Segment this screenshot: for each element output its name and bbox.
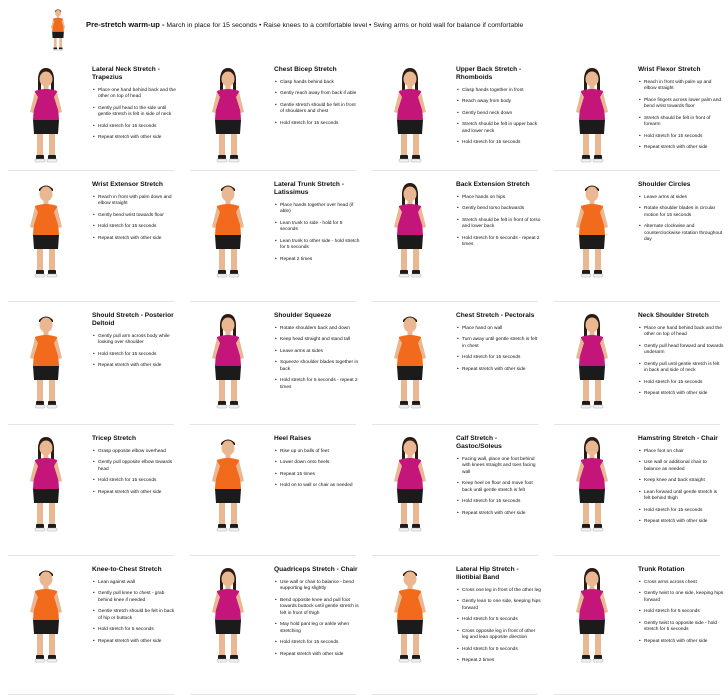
instruction-item: • Clasp hands together in front bbox=[462, 88, 542, 94]
instruction-item: • Repeat 2 times bbox=[462, 658, 542, 664]
stretch-instructions bbox=[274, 203, 360, 263]
stretch-instructions bbox=[92, 449, 178, 496]
instruction-item: • Gently bend neck down bbox=[462, 111, 542, 117]
instruction-item: • Gently pull head to the side until gentle stretch is felt in side of neck bbox=[98, 106, 178, 119]
warmup-separator: • bbox=[258, 22, 264, 29]
instruction-item: • Repeat stretch with other side bbox=[280, 652, 360, 658]
exercise-figure-man bbox=[552, 177, 632, 281]
instruction-item: • Lean against wall bbox=[98, 580, 178, 586]
stretch-title: Wrist Flexor Stretch bbox=[638, 66, 701, 73]
instruction-item: • Rotate shoulders back and down bbox=[280, 326, 360, 332]
exercise-figure-woman bbox=[370, 177, 450, 281]
instruction-item: • Leave arms at sides bbox=[644, 195, 724, 201]
instruction-item: • Hold stretch for 15 seconds bbox=[98, 352, 178, 358]
stretch-title: Wrist Extensor Stretch bbox=[92, 181, 163, 188]
instruction-item: • Hold stretch for 5 seconds - repeat 2 times bbox=[280, 378, 360, 391]
instruction-item: • Lean forward until gentle stretch is felt behind thigh bbox=[644, 490, 724, 503]
instruction-item: • Stretch should be felt in front of forearm bbox=[644, 116, 724, 129]
instruction-item: • Leave arms at sides bbox=[280, 349, 360, 355]
instruction-item: • Hold stretch for 5 seconds bbox=[98, 627, 178, 633]
instruction-item: • Gentle stretch should be felt in front of shoulders and chest bbox=[280, 103, 360, 116]
instruction-item: • Hold stretch for 5 seconds bbox=[462, 647, 542, 653]
instruction-item: • Place one hand behind back and the other on top of head bbox=[98, 88, 178, 101]
stretch-card-tricep-stretch bbox=[0, 425, 182, 556]
instruction-item: • Gently pull head forward and towards underarm bbox=[644, 344, 724, 357]
instruction-item: • Clasp hands behind back bbox=[280, 80, 360, 86]
exercise-figure-woman bbox=[552, 62, 632, 166]
stretch-instructions bbox=[92, 334, 178, 370]
stretch-text bbox=[456, 312, 542, 378]
instruction-item: • Hold stretch for 5 seconds bbox=[644, 609, 724, 615]
stretch-title: Tricep Stretch bbox=[92, 435, 136, 442]
exercise-figure-man bbox=[370, 308, 450, 412]
stretch-title: Chest Bicep Stretch bbox=[274, 66, 337, 73]
stretch-text bbox=[274, 312, 360, 396]
instruction-item: • May hold pant leg or ankle when stretching bbox=[280, 622, 360, 635]
stretch-title: Should Stretch - Posterior Deltoid bbox=[92, 312, 174, 327]
stretch-text bbox=[92, 435, 178, 501]
instruction-item: • Stretch should be felt in upper back and lower neck bbox=[462, 122, 542, 135]
stretch-instructions bbox=[456, 588, 542, 665]
exercise-figure-man bbox=[6, 308, 86, 412]
instruction-item: • Lean trunk to side - hold for 5 seconds bbox=[280, 221, 360, 234]
exercise-figure-woman bbox=[188, 62, 268, 166]
stretch-text bbox=[92, 66, 178, 147]
stretch-title: Hamstring Stretch - Chair bbox=[638, 435, 718, 442]
stretch-card-shoulder-squeeze bbox=[182, 302, 364, 425]
exercise-figure-woman bbox=[552, 308, 632, 412]
exercise-figure-woman bbox=[370, 62, 450, 166]
exercise-figure-woman bbox=[552, 562, 632, 666]
stretch-text bbox=[274, 435, 360, 495]
stretch-text bbox=[456, 181, 542, 254]
stretch-title: Back Extension Stretch bbox=[456, 181, 530, 188]
stretch-instructions bbox=[274, 449, 360, 490]
stretch-title: Knee-to-Chest Stretch bbox=[92, 566, 162, 573]
stretch-instructions bbox=[456, 326, 542, 373]
instruction-item: • Gently reach away from back if able bbox=[280, 91, 360, 97]
stretch-instructions bbox=[456, 195, 542, 249]
stretch-text bbox=[92, 312, 178, 375]
stretch-card-heel-raises bbox=[182, 425, 364, 556]
instruction-item: • Cross arms across chest bbox=[644, 580, 724, 586]
instruction-item: • Gently pull until gentle stretch is felt in back and side of neck bbox=[644, 362, 724, 375]
stretch-text bbox=[274, 66, 360, 132]
instruction-item: • Gently twist to one side, keeping hips forward bbox=[644, 591, 724, 604]
exercise-figure-woman bbox=[552, 431, 632, 535]
instruction-item: • Hold stretch for 15 seconds bbox=[462, 499, 542, 505]
instruction-item: • Reach away from body bbox=[462, 99, 542, 105]
instruction-item: • Cross one leg in front of the other leg bbox=[462, 588, 542, 594]
stretch-card-wrist-flexor-stretch bbox=[546, 56, 728, 171]
instruction-item: • Repeat stretch with other side bbox=[462, 367, 542, 373]
stretch-instructions bbox=[638, 580, 724, 645]
stretch-text bbox=[638, 435, 724, 531]
instruction-item: • Turn away until gentle stretch is felt in chest bbox=[462, 337, 542, 350]
stretch-text bbox=[638, 312, 724, 403]
instruction-item: • Hold stretch for 15 seconds bbox=[462, 355, 542, 361]
instruction-item: • Place foot on chair bbox=[644, 449, 724, 455]
instruction-item: • Repeat 2 times bbox=[280, 257, 360, 263]
instruction-item: • Cross opposite leg in front of other leg and lean opposite direction bbox=[462, 629, 542, 642]
exercise-figure-man bbox=[6, 177, 86, 281]
stretch-instructions bbox=[274, 326, 360, 391]
stretch-card-lateral-neck-stretch-trapezius bbox=[0, 56, 182, 171]
instruction-item: • Hold on to wall or chair as needed bbox=[280, 483, 360, 489]
instruction-item: • Hold stretch for 15 seconds bbox=[98, 124, 178, 130]
instruction-item: • Place hands together over head (if able) bbox=[280, 203, 360, 216]
instruction-item: • Gently bend wrist towards floor bbox=[98, 213, 178, 219]
instruction-item: • Hold stretch for 15 seconds bbox=[462, 140, 542, 146]
stretch-title: Lateral Neck Stretch - Trapezius bbox=[92, 66, 160, 81]
instruction-item: • Hold stretch for 15 seconds bbox=[644, 508, 724, 514]
warmup-bullet: March in place for 15 seconds bbox=[166, 22, 258, 29]
instruction-item: • Place hands on hips bbox=[462, 195, 542, 201]
stretch-card-lateral-trunk-stretch-latissimus bbox=[182, 171, 364, 302]
instruction-item: • Gently pull opposite elbow towards head bbox=[98, 460, 178, 473]
instruction-item: • Rotate shoulder blades in circular motion for 15 seconds bbox=[644, 206, 724, 219]
stretch-instructions bbox=[638, 80, 724, 152]
instruction-item: • Repeat stretch with other side bbox=[98, 135, 178, 141]
stretch-instructions bbox=[274, 80, 360, 127]
instruction-item: • Hold stretch for 5 seconds bbox=[462, 617, 542, 623]
instruction-item: • Hold stretch for 15 seconds bbox=[280, 121, 360, 127]
instruction-item: • Gently pull knee to chest - grab behind knee if needed bbox=[98, 591, 178, 604]
stretch-card-knee-to-chest-stretch bbox=[0, 556, 182, 695]
exercise-figure-man bbox=[188, 431, 268, 535]
stretch-card-back-extension-stretch bbox=[364, 171, 546, 302]
instruction-item: • Stretch should be felt in front of torso and lower back bbox=[462, 218, 542, 231]
instruction-item: • Facing wall, place one foot behind with knees straight and toes facing wall bbox=[462, 457, 542, 476]
instruction-item: • Repeat stretch with other side bbox=[98, 490, 178, 496]
stretch-title: Lateral Hip Stretch - Iliotibial Band bbox=[456, 566, 519, 581]
instruction-item: • Rise up on balls of feet bbox=[280, 449, 360, 455]
stretch-instructions bbox=[274, 580, 360, 658]
stretch-title: Shoulder Circles bbox=[638, 181, 691, 188]
exercise-figure-woman bbox=[370, 431, 450, 535]
warmup-bullet: Swing arms or hold wall for balance if comfortable bbox=[373, 22, 524, 29]
instruction-item: • Keep heel on floor and move foot back until gentle stretch is felt bbox=[462, 481, 542, 494]
stretch-text bbox=[92, 566, 178, 650]
stretch-title: Upper Back Stretch - Rhomboids bbox=[456, 66, 522, 81]
exercise-figure-man bbox=[6, 562, 86, 666]
instruction-item: • Gently pull arm across body while looking over shoulder bbox=[98, 334, 178, 347]
instruction-item: • Hold stretch for 15 seconds bbox=[98, 478, 178, 484]
stretch-title: Quadriceps Stretch - Chair bbox=[274, 566, 358, 573]
instruction-item: • Place fingers across lower palm and bend wrist towards floor bbox=[644, 98, 724, 111]
warmup-section bbox=[0, 0, 728, 56]
stretch-title: Calf Stretch - Gastoc/Soleus bbox=[456, 435, 502, 450]
stretch-instructions bbox=[456, 457, 542, 517]
warmup-separator: • bbox=[369, 22, 374, 29]
stretch-card-lateral-hip-stretch-iliotibial-band bbox=[364, 556, 546, 695]
stretch-text bbox=[638, 566, 724, 650]
instruction-item: • Repeat 15 times bbox=[280, 472, 360, 478]
instruction-item: • Repeat stretch with other side bbox=[462, 511, 542, 517]
stretch-card-should-stretch-posterior-deltoid bbox=[0, 302, 182, 425]
stretch-card-shoulder-circles bbox=[546, 171, 728, 302]
stretch-instructions bbox=[638, 449, 724, 526]
stretch-card-calf-stretch-gastoc-soleus bbox=[364, 425, 546, 556]
exercise-figure-woman bbox=[6, 431, 86, 535]
instruction-item: • Use wall or additional chair to balance as needed bbox=[644, 460, 724, 473]
instruction-item: • Hold stretch for 15 seconds bbox=[280, 640, 360, 646]
stretch-title: Shoulder Squeeze bbox=[274, 312, 332, 319]
stretch-title: Heel Raises bbox=[274, 435, 312, 442]
stretch-grid bbox=[0, 56, 728, 695]
stretch-card-chest-bicep-stretch bbox=[182, 56, 364, 171]
instruction-item: • Repeat stretch with other side bbox=[98, 363, 178, 369]
instruction-item: • Repeat stretch with other side bbox=[644, 145, 724, 151]
instruction-item: • Squeeze shoulder blades together in back bbox=[280, 360, 360, 373]
instruction-item: • Hold stretch for 5 seconds - repeat 2 times bbox=[462, 236, 542, 249]
stretch-text bbox=[92, 181, 178, 247]
stretch-card-quadriceps-stretch-chair bbox=[182, 556, 364, 695]
instruction-item: • Lower down onto heels bbox=[280, 460, 360, 466]
stretch-instructions bbox=[92, 580, 178, 645]
instruction-item: • Lean trunk to other side - hold stretch for 5 seconds bbox=[280, 239, 360, 252]
stretch-instructions bbox=[638, 195, 724, 244]
warmup-title: Pre-stretch warm-up - bbox=[86, 20, 165, 29]
instruction-item: • Keep head straight and stand tall bbox=[280, 337, 360, 343]
instruction-item: • Reach in front with palm down and elbow straight bbox=[98, 195, 178, 208]
exercise-figure-man bbox=[188, 177, 268, 281]
instruction-item: • Repeat stretch with other side bbox=[644, 519, 724, 525]
instruction-item: • Repeat stretch with other side bbox=[644, 639, 724, 645]
stretch-card-neck-shoulder-stretch bbox=[546, 302, 728, 425]
instruction-item: • Bend opposite knee and pull foot towards buttock until gentle stretch is felt in front of thigh bbox=[280, 598, 360, 617]
stretch-instructions bbox=[638, 326, 724, 398]
instruction-item: • Grasp opposite elbow overhead bbox=[98, 449, 178, 455]
stretch-text bbox=[274, 181, 360, 268]
instruction-item: • Repeat stretch with other side bbox=[98, 236, 178, 242]
stretch-card-upper-back-stretch-rhomboids bbox=[364, 56, 546, 171]
exercise-figure-woman bbox=[188, 562, 268, 666]
exercise-figure-woman bbox=[6, 62, 86, 166]
instruction-item: • Reach in front with palm up and elbow straight bbox=[644, 80, 724, 93]
stretch-title: Chest Stretch - Pectorals bbox=[456, 312, 535, 319]
instruction-item: • Repeat stretch with other side bbox=[644, 391, 724, 397]
stretch-text bbox=[456, 566, 542, 670]
stretch-title: Trunk Rotation bbox=[638, 566, 685, 573]
stretch-title: Lateral Trunk Stretch - Latissimus bbox=[274, 181, 344, 196]
stretch-card-trunk-rotation bbox=[546, 556, 728, 695]
warmup-bullet: Raise knees to a comfortable level bbox=[263, 22, 368, 29]
stretch-card-hamstring-stretch-chair bbox=[546, 425, 728, 556]
instruction-item: • Alternate clockwise and counterclockwise rotation throughout day bbox=[644, 224, 724, 243]
stretch-instructions bbox=[92, 88, 178, 142]
warmup-figure bbox=[40, 2, 76, 56]
exercise-figure-man bbox=[370, 562, 450, 666]
stretch-card-chest-stretch-pectorals bbox=[364, 302, 546, 425]
instruction-item: • Use wall or chair to balance - bend supporting leg slightly bbox=[280, 580, 360, 593]
instruction-item: • Repeat stretch with other side bbox=[98, 639, 178, 645]
instruction-item: • Place one hand behind back and the other on top of head bbox=[644, 326, 724, 339]
stretch-text bbox=[638, 66, 724, 157]
instruction-item: • Hold stretch for 15 seconds bbox=[644, 134, 724, 140]
warmup-text bbox=[86, 20, 523, 29]
instruction-item: • Gently twist to opposite side - hold stretch for 5 seconds bbox=[644, 621, 724, 634]
instruction-item: • Gentle stretch should be felt in back of hip or buttock bbox=[98, 609, 178, 622]
instruction-item: • Hold stretch for 15 seconds bbox=[644, 380, 724, 386]
stretch-text bbox=[456, 66, 542, 152]
stretch-instructions bbox=[92, 195, 178, 242]
stretch-instructions bbox=[456, 88, 542, 147]
instruction-item: • Gently bend torso backwards bbox=[462, 206, 542, 212]
instruction-item: • Place hand on wall bbox=[462, 326, 542, 332]
stretch-text bbox=[456, 435, 542, 522]
exercise-figure-woman bbox=[188, 308, 268, 412]
stretch-text bbox=[638, 181, 724, 249]
instruction-item: • Gently lean to one side, keeping hips forward bbox=[462, 599, 542, 612]
stretch-text bbox=[274, 566, 360, 663]
stretch-title: Neck Shoulder Stretch bbox=[638, 312, 709, 319]
stretch-card-wrist-extensor-stretch bbox=[0, 171, 182, 302]
instruction-item: • Keep knee and back straight bbox=[644, 478, 724, 484]
instruction-item: • Hold stretch for 15 seconds bbox=[98, 224, 178, 230]
